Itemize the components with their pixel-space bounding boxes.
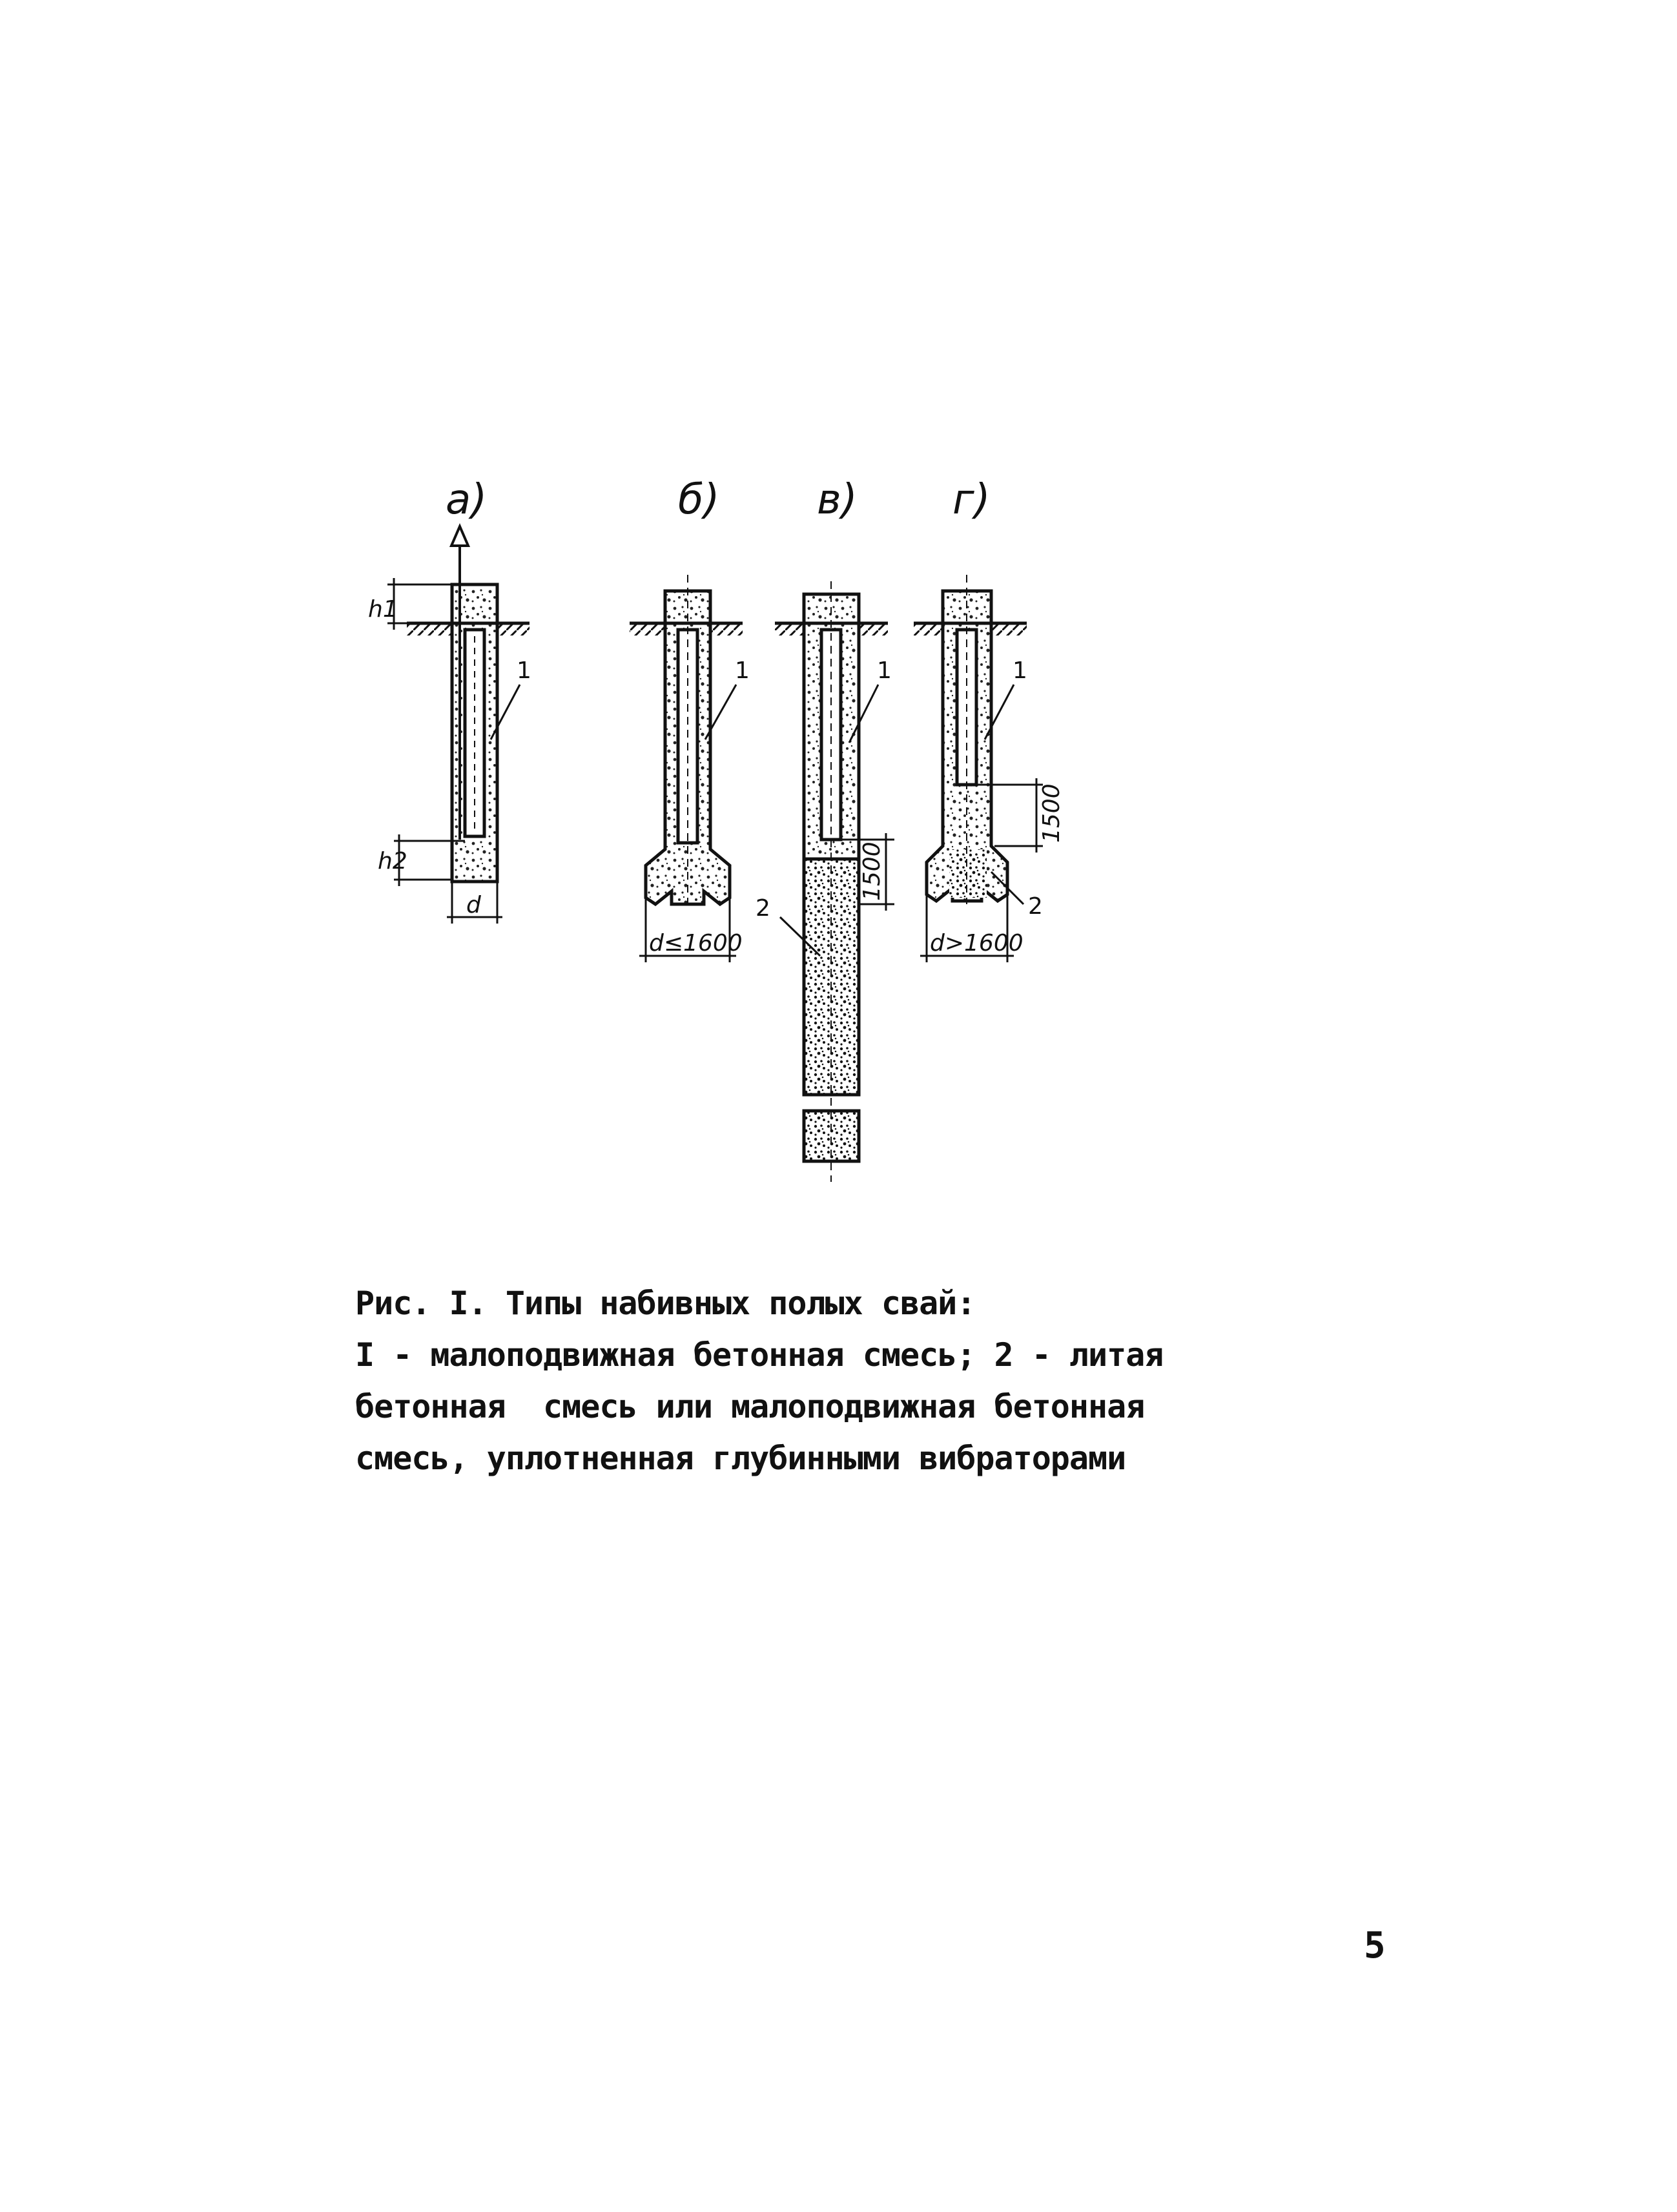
panel-v-label: в) — [817, 476, 858, 524]
panel-g-label: г) — [952, 476, 991, 524]
panel-g — [914, 476, 1065, 962]
dim-g-width-label: d>1600 — [930, 930, 1024, 956]
panel-b-label: б) — [678, 476, 720, 524]
caption-line: Рис. I. Типы набивных полых свай: — [355, 1285, 976, 1322]
figure-caption — [355, 1277, 1195, 1484]
dim-v-1500-label: 1500 — [859, 842, 885, 901]
pile-g-bulb-fill — [949, 849, 987, 898]
dim-h2-label: h2 — [378, 848, 407, 874]
panel-a-label: а) — [446, 476, 488, 524]
caption-line: бетонная смесь или малоподвижная бетонная — [355, 1388, 1145, 1425]
caption-line: I - малоподвижная бетонная смесь; 2 - литая — [355, 1336, 1164, 1374]
dim-d-label: d — [466, 892, 481, 918]
leader-1-b: 1 — [735, 657, 750, 684]
panel-a — [368, 476, 531, 924]
dim-h1-label: h1 — [368, 596, 398, 623]
pull-arrow-icon — [451, 526, 468, 546]
dim-g-1500-label: 1500 — [1038, 783, 1065, 843]
panel-v — [756, 476, 894, 1182]
leader-1-v: 1 — [877, 657, 892, 684]
page-number: 5 — [1364, 1925, 1386, 1967]
leader-1-g: 1 — [1013, 657, 1027, 684]
dim-b-width-label: d≤1600 — [649, 930, 743, 956]
leader-1-a: 1 — [517, 657, 531, 684]
panel-b — [630, 476, 750, 962]
leader-2-v: 2 — [756, 895, 770, 922]
leader-2-g: 2 — [1028, 893, 1043, 920]
caption-line: смесь, уплотненная глубинными вибраторами — [355, 1440, 1126, 1477]
